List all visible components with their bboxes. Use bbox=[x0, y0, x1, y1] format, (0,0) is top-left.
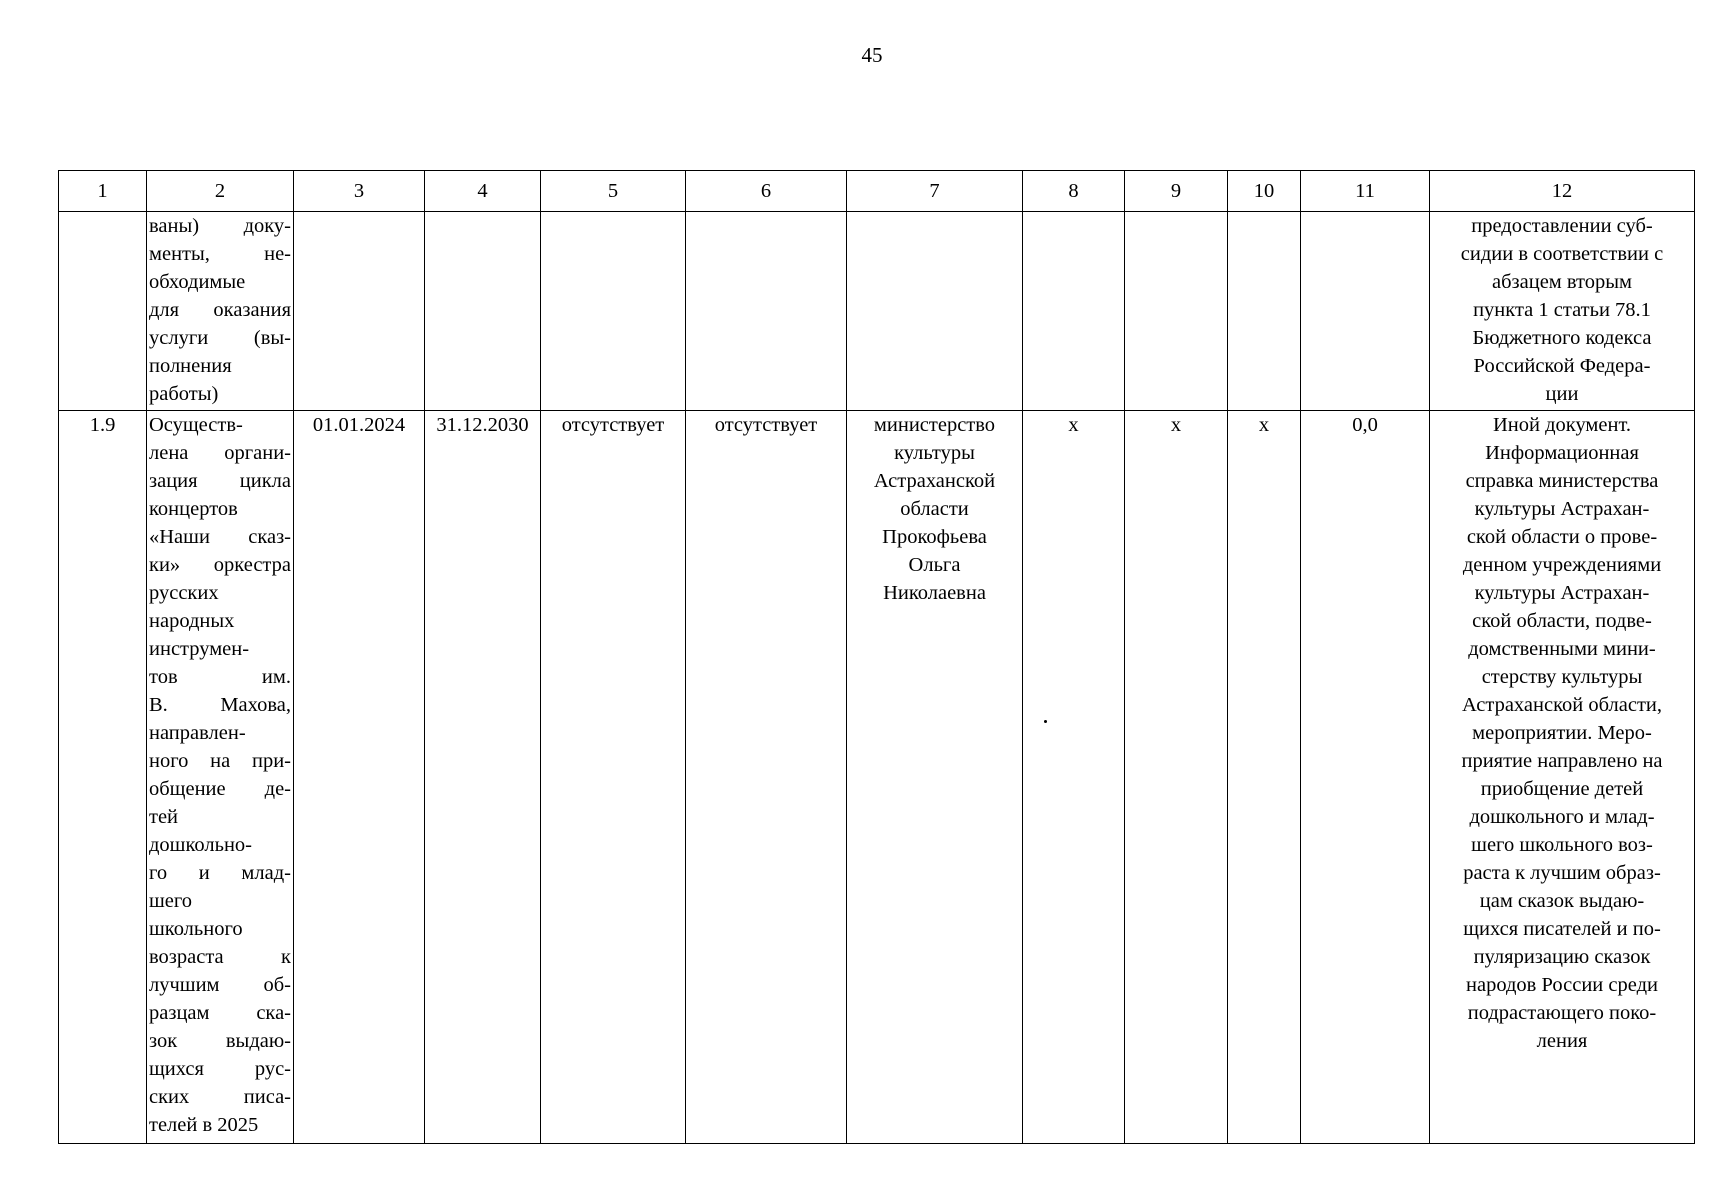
stray-dot bbox=[1044, 720, 1047, 723]
description-lines bbox=[149, 411, 291, 1139]
cell-col8: x bbox=[1023, 411, 1125, 1144]
cell-text-line: ции bbox=[1545, 383, 1579, 405]
cell-text-line: щихся рус- bbox=[149, 1058, 291, 1080]
header-col-6: 6 bbox=[686, 171, 847, 212]
cell-text-line: ской области, подве- bbox=[1472, 610, 1652, 632]
cell-text-line: разцам ска- bbox=[149, 1002, 291, 1024]
cell-text-line: «Наши сказ- bbox=[149, 526, 291, 548]
cell-text-line: приятие направлено на bbox=[1461, 750, 1663, 772]
cell-col9 bbox=[1125, 212, 1228, 411]
cell-description bbox=[147, 411, 294, 1144]
header-col-2: 2 bbox=[147, 171, 294, 212]
cell-text-line: го и млад- bbox=[149, 862, 291, 884]
cell-text-line: полнения bbox=[149, 355, 232, 377]
cell-end-date bbox=[425, 212, 541, 411]
header-col-10: 10 bbox=[1228, 171, 1301, 212]
cell-text-line: Астраханской bbox=[873, 470, 996, 492]
cell-col11: 0,0 bbox=[1301, 411, 1430, 1144]
cell-text-line: сидии в соответствии с bbox=[1460, 243, 1664, 265]
cell-description bbox=[147, 212, 294, 411]
cell-text-line: работы) bbox=[149, 383, 219, 405]
cell-text-line: обходимые bbox=[149, 271, 246, 293]
cell-text-line: менты, не- bbox=[149, 243, 291, 265]
header-col-5: 5 bbox=[541, 171, 686, 212]
cell-responsible bbox=[847, 212, 1023, 411]
header-col-11: 11 bbox=[1301, 171, 1430, 212]
cell-text-line: ваны) доку- bbox=[149, 215, 291, 237]
document-lines bbox=[1432, 411, 1692, 1055]
cell-text-line: культуры Астрахан- bbox=[1474, 582, 1650, 604]
cell-text-line: ки» оркестра bbox=[149, 554, 291, 576]
cell-document bbox=[1430, 411, 1695, 1144]
description-lines bbox=[149, 212, 291, 408]
cell-text-line: лена органи- bbox=[149, 442, 291, 464]
cell-text-line: Российской Федера- bbox=[1473, 355, 1651, 377]
document-lines bbox=[1432, 212, 1692, 408]
cell-text-line: подрастающего поко- bbox=[1467, 1002, 1657, 1024]
cell-text-line: ного на при- bbox=[149, 750, 291, 772]
cell-text-line: возраста к bbox=[149, 946, 291, 968]
cell-num: 1.9 bbox=[59, 411, 147, 1144]
cell-start-date: 01.01.2024 bbox=[294, 411, 425, 1144]
cell-text-line: Ольга bbox=[908, 554, 961, 576]
cell-text-line: ления bbox=[1536, 1030, 1588, 1052]
cell-text-line: приобщение детей bbox=[1480, 778, 1644, 800]
cell-text-line: денном учреждениями bbox=[1462, 554, 1662, 576]
table-row-1-9 bbox=[59, 411, 1695, 1144]
cell-col9: x bbox=[1125, 411, 1228, 1144]
header-col-9: 9 bbox=[1125, 171, 1228, 212]
header-col-4: 4 bbox=[425, 171, 541, 212]
cell-text-line: тов им. bbox=[149, 666, 291, 688]
plan-table bbox=[58, 170, 1695, 1144]
cell-text-line: зация цикла bbox=[149, 470, 291, 492]
cell-text-line: справка министерства bbox=[1465, 470, 1659, 492]
header-col-7: 7 bbox=[847, 171, 1023, 212]
cell-text-line: шего bbox=[149, 890, 193, 912]
cell-text-line: инструмен- bbox=[149, 638, 250, 660]
cell-text-line: раста к лучшим образ- bbox=[1463, 862, 1661, 884]
cell-text-line: школьного bbox=[149, 918, 243, 940]
cell-text-line: услуги (вы- bbox=[149, 327, 291, 349]
header-col-1: 1 bbox=[59, 171, 147, 212]
cell-text-line: тей bbox=[149, 806, 179, 828]
cell-text-line: Николаевна bbox=[883, 582, 986, 604]
cell-text-line: предоставлении суб- bbox=[1471, 215, 1653, 237]
cell-num bbox=[59, 212, 147, 411]
table-row-continuation bbox=[59, 212, 1695, 411]
cell-text-line: шего школьного воз- bbox=[1471, 834, 1653, 856]
cell-col8 bbox=[1023, 212, 1125, 411]
cell-col6: отсутствует bbox=[686, 411, 847, 1144]
cell-text-line: пункта 1 статьи 78.1 bbox=[1473, 299, 1651, 321]
cell-text-line: стерству культуры bbox=[1481, 666, 1643, 688]
cell-text-line: дошкольно- bbox=[149, 834, 252, 856]
cell-text-line: лучшим об- bbox=[149, 974, 291, 996]
cell-text-line: абзацем вторым bbox=[1492, 271, 1632, 293]
responsible-lines bbox=[849, 411, 1020, 607]
header-col-3: 3 bbox=[294, 171, 425, 212]
cell-text-line: направлен- bbox=[149, 722, 246, 744]
cell-text-line: культуры Астрахан- bbox=[1474, 498, 1650, 520]
cell-text-line: общение де- bbox=[149, 778, 291, 800]
cell-text-line: культуры bbox=[894, 442, 975, 464]
cell-text-line: для оказания bbox=[149, 299, 291, 321]
cell-col5: отсутствует bbox=[541, 411, 686, 1144]
header-col-12: 12 bbox=[1430, 171, 1695, 212]
cell-text-line: Астраханской области, bbox=[1461, 694, 1662, 716]
cell-col10 bbox=[1228, 212, 1301, 411]
cell-text-line: ской области о прове- bbox=[1466, 526, 1658, 548]
cell-text-line: народов России среди bbox=[1466, 974, 1658, 996]
cell-text-line: мероприятии. Меро- bbox=[1472, 722, 1652, 744]
cell-text-line: домственными мини- bbox=[1468, 638, 1656, 660]
cell-text-line: Бюджетного кодекса bbox=[1472, 327, 1652, 349]
cell-text-line: В. Махова, bbox=[149, 694, 291, 716]
cell-text-line: области bbox=[900, 498, 969, 520]
cell-text-line: Информационная bbox=[1485, 442, 1639, 464]
cell-text-line: концертов bbox=[149, 498, 238, 520]
cell-col6 bbox=[686, 212, 847, 411]
cell-text-line: зок выдаю- bbox=[149, 1030, 291, 1052]
cell-text-line: русских bbox=[149, 582, 219, 604]
cell-end-date: 31.12.2030 bbox=[425, 411, 541, 1144]
cell-text-line: цам сказок выдаю- bbox=[1479, 890, 1645, 912]
cell-text-line: пуляризацию сказок bbox=[1473, 946, 1651, 968]
cell-text-line: Иной документ. bbox=[1492, 414, 1632, 436]
header-col-8: 8 bbox=[1023, 171, 1125, 212]
cell-col11 bbox=[1301, 212, 1430, 411]
cell-text-line: дошкольного и млад- bbox=[1469, 806, 1655, 828]
cell-start-date bbox=[294, 212, 425, 411]
cell-col5 bbox=[541, 212, 686, 411]
header-row bbox=[59, 171, 1695, 212]
cell-responsible bbox=[847, 411, 1023, 1144]
page-number: 45 bbox=[861, 43, 883, 67]
cell-text-line: народных bbox=[149, 610, 235, 632]
cell-text-line: щихся писателей и по- bbox=[1463, 918, 1661, 940]
cell-text-line: Прокофьева bbox=[882, 526, 987, 548]
cell-text-line: ских писа- bbox=[149, 1086, 291, 1108]
cell-text-line: телей в 2025 bbox=[149, 1114, 259, 1136]
cell-col10: x bbox=[1228, 411, 1301, 1144]
cell-document bbox=[1430, 212, 1695, 411]
cell-text-line: министерство bbox=[873, 414, 996, 436]
cell-text-line: Осуществ- bbox=[149, 414, 243, 436]
